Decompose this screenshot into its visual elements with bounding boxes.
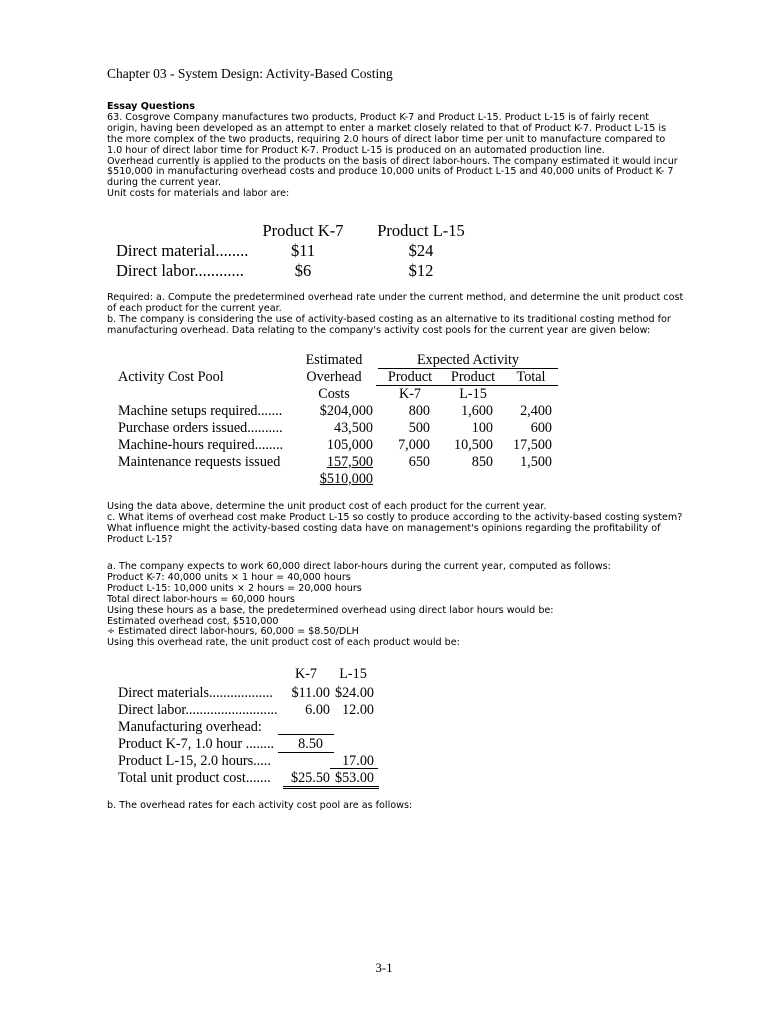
chapter-title: Chapter 03 - System Design: Activity-Based Costing <box>107 66 393 81</box>
question-section <box>107 502 697 546</box>
cell-l15: 10,500 <box>453 437 493 453</box>
header-k7: K-7 <box>398 386 422 402</box>
essay-heading: Essay Questions <box>107 101 195 112</box>
required-section <box>107 293 697 337</box>
essay-line: Overhead currently is applied to the products on the basis of direct labor-hours. The company estimated it would incur <box>107 155 678 167</box>
column-header: K-7 <box>294 666 318 682</box>
activity-cost-pool-table <box>108 350 568 490</box>
row-label: Direct material........ <box>116 241 249 260</box>
cell-total: 17,500 <box>512 437 552 453</box>
cell-cost: 105,000 <box>326 437 373 453</box>
cell-cost: $204,000 <box>319 403 373 419</box>
rule <box>278 752 334 753</box>
row-label: Manufacturing overhead: <box>118 719 262 735</box>
solution-section <box>107 562 697 649</box>
row-label: Machine setups required....... <box>118 403 283 419</box>
row-label: Direct materials.................. <box>118 685 273 701</box>
essay-line: 63. Cosgrove Company manufactures two products, Product K-7 and Product L-15. Product L-15 is of fairly recent <box>107 111 650 123</box>
solution-line: Estimated overhead cost, $510,000 <box>107 615 279 627</box>
required-line: Required: a. Compute the predetermined overhead rate under the current method, and determine the unit product cost <box>107 292 684 303</box>
double-rule <box>283 788 379 789</box>
cell-value: $11 <box>290 241 316 260</box>
essay-line: origin, having been developed as an attempt to enter a market closely related to that of Product K-7. Product L-15 is <box>107 122 667 134</box>
cell-k7: 800 <box>408 403 430 419</box>
cell-cost: 157,500 <box>326 454 373 470</box>
essay-line: Unit costs for materials and labor are: <box>107 188 290 200</box>
solution-line: Total direct labor-hours = 60,000 hours <box>107 593 295 605</box>
row-label: Direct labor............ <box>116 261 244 280</box>
page-number: 3-1 <box>375 960 393 975</box>
solution-line: a. The company expects to work 60,000 direct labor-hours during the current year, computed as follows: <box>107 561 611 572</box>
row-label: Total unit product cost....... <box>118 770 271 786</box>
essay-line: 1.0 hour of direct labor time for Product K-7. Product L-15 is produced on an automated production line. <box>107 144 605 156</box>
rule <box>278 734 334 735</box>
column-header: Product L-15 <box>377 221 465 240</box>
question-line: Product L-15? <box>107 533 173 545</box>
required-line: manufacturing overhead. Data relating to the company's activity cost pools for the current year are given below: <box>107 324 651 336</box>
cell-l15: 100 <box>471 420 493 436</box>
cell-k7: $25.50 <box>290 770 330 786</box>
column-header: Product K-7 <box>262 221 344 240</box>
cell-k7: 7,000 <box>398 437 430 453</box>
row-label: Direct labor.......................... <box>118 702 278 718</box>
essay-line: $510,000 in manufacturing overhead costs and produce 10,000 units of Product L-15 and 40,000 units of Product K- 7 <box>107 166 674 178</box>
header-product-l15: Product <box>450 369 496 385</box>
cell-total: 600 <box>530 420 552 436</box>
row-label: Product K-7, 1.0 hour ........ <box>118 736 275 752</box>
cell-value: $24 <box>408 241 434 260</box>
question-line: c. What items of overhead cost make Product L-15 so costly to produce according to the activity-based costing system? <box>107 511 683 523</box>
cell-l15: 17.00 <box>342 753 374 769</box>
row-label: Maintenance requests issued <box>118 454 281 470</box>
header-expected-activity: Expected Activity <box>416 352 520 368</box>
cell-k7: 650 <box>408 454 430 470</box>
unit-product-cost-table <box>108 664 388 789</box>
row-label: Purchase orders issued.......... <box>118 420 283 436</box>
essay-line: during the current year. <box>107 177 222 189</box>
double-rule <box>283 786 379 787</box>
row-label: Machine-hours required........ <box>118 437 284 453</box>
header-costs: Costs <box>318 386 350 402</box>
question-line: Using the data above, determine the unit product cost of each product for the current year. <box>107 501 547 512</box>
cell-l15: 1,600 <box>461 403 493 419</box>
column-header: L-15 <box>339 666 367 682</box>
header-overhead: Overhead <box>306 369 362 385</box>
cell-total: 1,500 <box>520 454 552 470</box>
cell-k7: $11.00 <box>291 685 330 701</box>
required-line: of each product for the current year. <box>107 302 282 314</box>
cell-value: $6 <box>294 261 312 280</box>
cell-l15: $53.00 <box>334 770 374 786</box>
cell-l15: 12.00 <box>342 702 374 718</box>
essay-line: the more complex of the two products, requiring 2.0 hours of direct labor time per unit to manufacture compared to <box>107 133 666 145</box>
solution-line: Using this overhead rate, the unit product cost of each product would be: <box>107 637 460 649</box>
cell-value: $12 <box>408 261 434 280</box>
row-label: Product L-15, 2.0 hours..... <box>118 753 271 769</box>
essay-question <box>107 102 697 200</box>
cell-total: 2,400 <box>520 403 552 419</box>
solution-line: ÷ Estimated direct labor-hours, 60,000 = $8.50/DLH <box>107 626 359 638</box>
solution-line: Using these hours as a base, the predetermined overhead using direct labor hours would be: <box>107 604 554 616</box>
header-l15: L-15 <box>459 386 487 402</box>
cell-k7: 500 <box>408 420 430 436</box>
solution-line: Product K-7: 40,000 units × 1 hour = 40,000 hours <box>107 571 351 583</box>
cost-total: $510,000 <box>319 471 373 487</box>
header-activity-cost-pool: Activity Cost Pool <box>118 369 224 385</box>
question-line: What influence might the activity-based costing data have on management's opinions regarding the profitability of <box>107 522 661 534</box>
header-rule <box>376 385 558 386</box>
cell-k7: 6.00 <box>305 702 330 718</box>
rates-line: b. The overhead rates for each activity cost pool are as follows: <box>107 800 413 811</box>
required-line: b. The company is considering the use of activity-based costing as an alternative to its traditional costing method for <box>107 313 671 325</box>
header-product-k7: Product <box>387 369 433 385</box>
solution-line: Product L-15: 10,000 units × 2 hours = 20,000 hours <box>107 582 362 594</box>
cell-k7: 8.50 <box>298 736 323 752</box>
header-total: Total <box>516 369 546 385</box>
cell-l15: 850 <box>471 454 493 470</box>
header-estimated: Estimated <box>305 352 363 368</box>
cell-cost: 43,500 <box>333 420 373 436</box>
cell-l15: $24.00 <box>334 685 374 701</box>
